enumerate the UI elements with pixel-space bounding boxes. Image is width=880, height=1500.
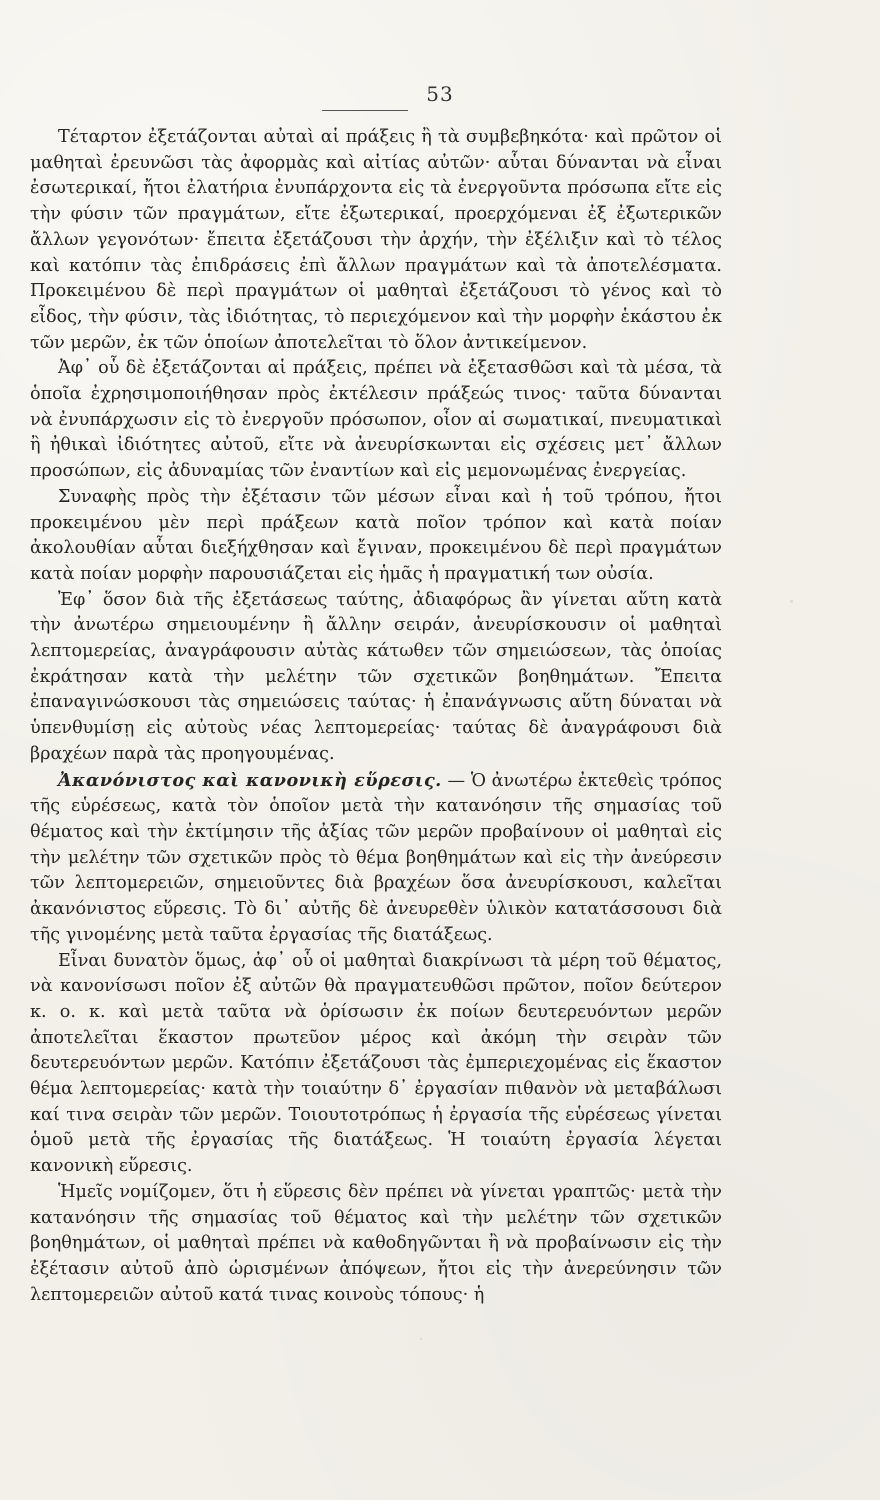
paper-speck — [420, 1338, 422, 1340]
page-number: 53 — [426, 82, 454, 106]
paragraph-1: Τέταρτον ἐξετάζονται αὐταὶ αἱ πράξεις ἢ τὰ συμβεβηκότα· καὶ πρῶτον οἱ μαθηταὶ ἐρευνῶσι τὰς ἀφορμὰς καὶ αἰτίας αὐτῶν· αὗται δύνανται νὰ εἶναι ἐσωτερικαί, ἤτοι ἐλατήρια ἐνυπάρχοντα εἰς τὰ ἐνεργοῦντα πρόσωπα εἴτε εἰς τὴν φύσιν τῶν πραγμάτων, εἴτε ἐξωτερικαί, προερχόμεναι ἐξ ἐξωτερικῶν ἄλλων γεγονότων· ἔπειτα ἐξετάζουσι τὴν ἀρχήν, τὴν ἐξέλιξιν καὶ τὸ τέλος καὶ κατόπιν τὰς ἐπιδράσεις ἐπὶ ἄλλων πραγμάτων καὶ τὰ ἀποτελέσματα. Προκειμένου δὲ περὶ πραγμάτων οἱ μαθηταὶ ἐξετάζουσι τὸ γένος καὶ τὸ εἶδος, τὴν φύσιν, τὰς ἰδιότητας, τὸ περιεχόμενον καὶ τὴν μορφὴν ἑκάστου ἐκ τῶν μερῶν, ἐκ τῶν ὁποίων ἀποτελεῖται τὸ ὅλον ἀντικείμενον. — [30, 127, 722, 353]
paragraph-2: Ἀφ᾽ οὗ δὲ ἐξετάζονται αἱ πράξεις, πρέπει νὰ ἐξετασθῶσι καὶ τὰ μέσα, τὰ ὁποῖα ἐχρησιμοποιήθησαν πρὸς ἐκτέλεσιν πράξεώς τινος· ταῦτα δύνανται νὰ ἐνυπάρχωσιν εἰς τὸ ἐνεργοῦν πρόσωπον, οἷον αἱ σωματικαί, πνευματικαὶ ἢ ἠθικαὶ ἰδιότητες αὐτοῦ, εἴτε νὰ ἀνευρίσκωνται εἰς σχέσεις μετ᾽ ἄλλων προσώπων, εἰς ἀδυναμίας τῶν ἐναντίων καὶ εἰς μεμονωμένας ἐνεργείας. — [30, 358, 722, 482]
paragraph-5-text: — Ὁ ἀνωτέρω ἐκτεθεὶς τρόπος τῆς εὑρέσεως, κατὰ τὸν ὁποῖον μετὰ τὴν κατανόησιν τῆς σημασίας τοῦ θέματος καὶ τὴν ἐκτίμησιν τῆς ἀξίας τῶν μερῶν προβαίνουν οἱ μαθηταὶ εἰς τὴν μελέτην τῶν σχετικῶν πρὸς τὸ θέμα βοηθημάτων καὶ εἰς τὴν ἀνεύρεσιν τῶν λεπτομερειῶν, σημειοῦντες διὰ βραχέων ὅσα ἀνευρίσκουσι, καλεῖται ἀκανόνιστος εὕρεσις. Τὸ δι᾽ αὐτῆς δὲ ἀνευρεθὲν ὑλικὸν κατατάσσουσι διὰ τῆς γινομένης μετὰ ταῦτα ἐργασίας τῆς διατάξεως. — [30, 770, 722, 945]
paper-speck — [790, 600, 793, 603]
page-number-rule — [322, 110, 408, 111]
paragraph-7: Ἡμεῖς νομίζομεν, ὅτι ἡ εὕρεσις δὲν πρέπει νὰ γίνεται γραπτῶς· μετὰ τὴν κατανόησιν τῆς σημασίας τοῦ θέματος καὶ τὴν μελέτην τῶν σχετικῶν βοηθημάτων, οἱ μαθηταὶ πρέπει νὰ καθοδηγῶνται ἢ νὰ προβαίνωσιν εἰς τὴν ἐξέτασιν αὐτοῦ ἀπὸ ὡρισμένων ἀπόψεων, ἤτοι εἰς τὴν ἀνερεύνησιν τῶν λεπτομερειῶν αὐτοῦ κατά τινας κοινοὺς τόπους· ἡ — [30, 1181, 722, 1305]
section-heading: Ἀκανόνιστος καὶ κανονικὴ εὕρεσις. — [58, 769, 442, 791]
paragraph-6: Εἶναι δυνατὸν ὅμως, ἀφ᾽ οὗ οἱ μαθηταὶ διακρίνωσι τὰ μέρη τοῦ θέματος, νὰ κανονίσωσι ποῖον ἐξ αὐτῶν θὰ πραγματευθῶσι πρῶτον, ποῖον δεύτερον κ. ο. κ. καὶ μετὰ ταῦτα νὰ ὁρίσωσιν ἐκ ποίων δευτερευόντων μερῶν ἀποτελεῖται ἕκαστον πρωτεῦον μέρος καὶ ἀκόμη τὴν σειρὰν τῶν δευτερευόντων μερῶν. Κατόπιν ἐξετάζουσι τὰς ἐμπεριεχομένας εἰς ἕκαστον θέμα λεπτομερείας· κατὰ τὴν τοιαύτην δ᾽ ἐργασίαν πιθανὸν νὰ μεταβάλωσι καί τινα σειρὰν τῶν μερῶν. Τοιουτοτρόπως ἡ ἐργασία τῆς εὑρέσεως γίνεται ὁμοῦ μετὰ τῆς ἐργασίας τῆς διατάξεως. Ἡ τοιαύτη ἐργασία λέγεται κανονικὴ εὕρεσις. — [30, 950, 722, 1177]
paragraph-4: Ἐφ᾽ ὅσον διὰ τῆς ἐξετάσεως ταύτης, ἀδιαφόρως ἂν γίνεται αὕτη κατὰ τὴν ἀνωτέρω σημειουμένην ἢ ἄλλην σειράν, ἀνευρίσκουσιν οἱ μαθηταὶ λεπτομερείας, ἀναγράφουσιν αὐτὰς κάτωθεν τῶν σημειώσεων, τὰς ὁποίας ἐκράτησαν κατὰ τὴν μελέτην τῶν σχετικῶν βοηθημάτων. Ἔπειτα ἐπαναγινώσκουσι τὰς σημειώσεις ταύτας· ἡ ἐπανάγνωσις αὕτη δύναται νὰ ὑπενθυμίσῃ εἰς αὐτοὺς νέας λεπτομερείας· ταύτας δὲ ἀναγράφουσι διὰ βραχέων παρὰ τὰς προηγουμένας. — [30, 589, 722, 764]
paragraph-3: Συναφὴς πρὸς τὴν ἐξέτασιν τῶν μέσων εἶναι καὶ ἡ τοῦ τρόπου, ἤτοι προκειμένου μὲν περὶ πράξεων κατὰ ποῖον τρόπον καὶ κατὰ ποίαν ἀκολουθίαν αὗται διεξήχθησαν καὶ ἔγιναν, προκειμένου δὲ περὶ πραγμάτων κατὰ ποίαν μορφὴν παρουσιάζεται εἰς ἡμᾶς ἡ πραγματική των οὐσία. — [30, 486, 722, 584]
paragraph-5 — [30, 768, 722, 949]
body-text — [30, 125, 722, 1308]
